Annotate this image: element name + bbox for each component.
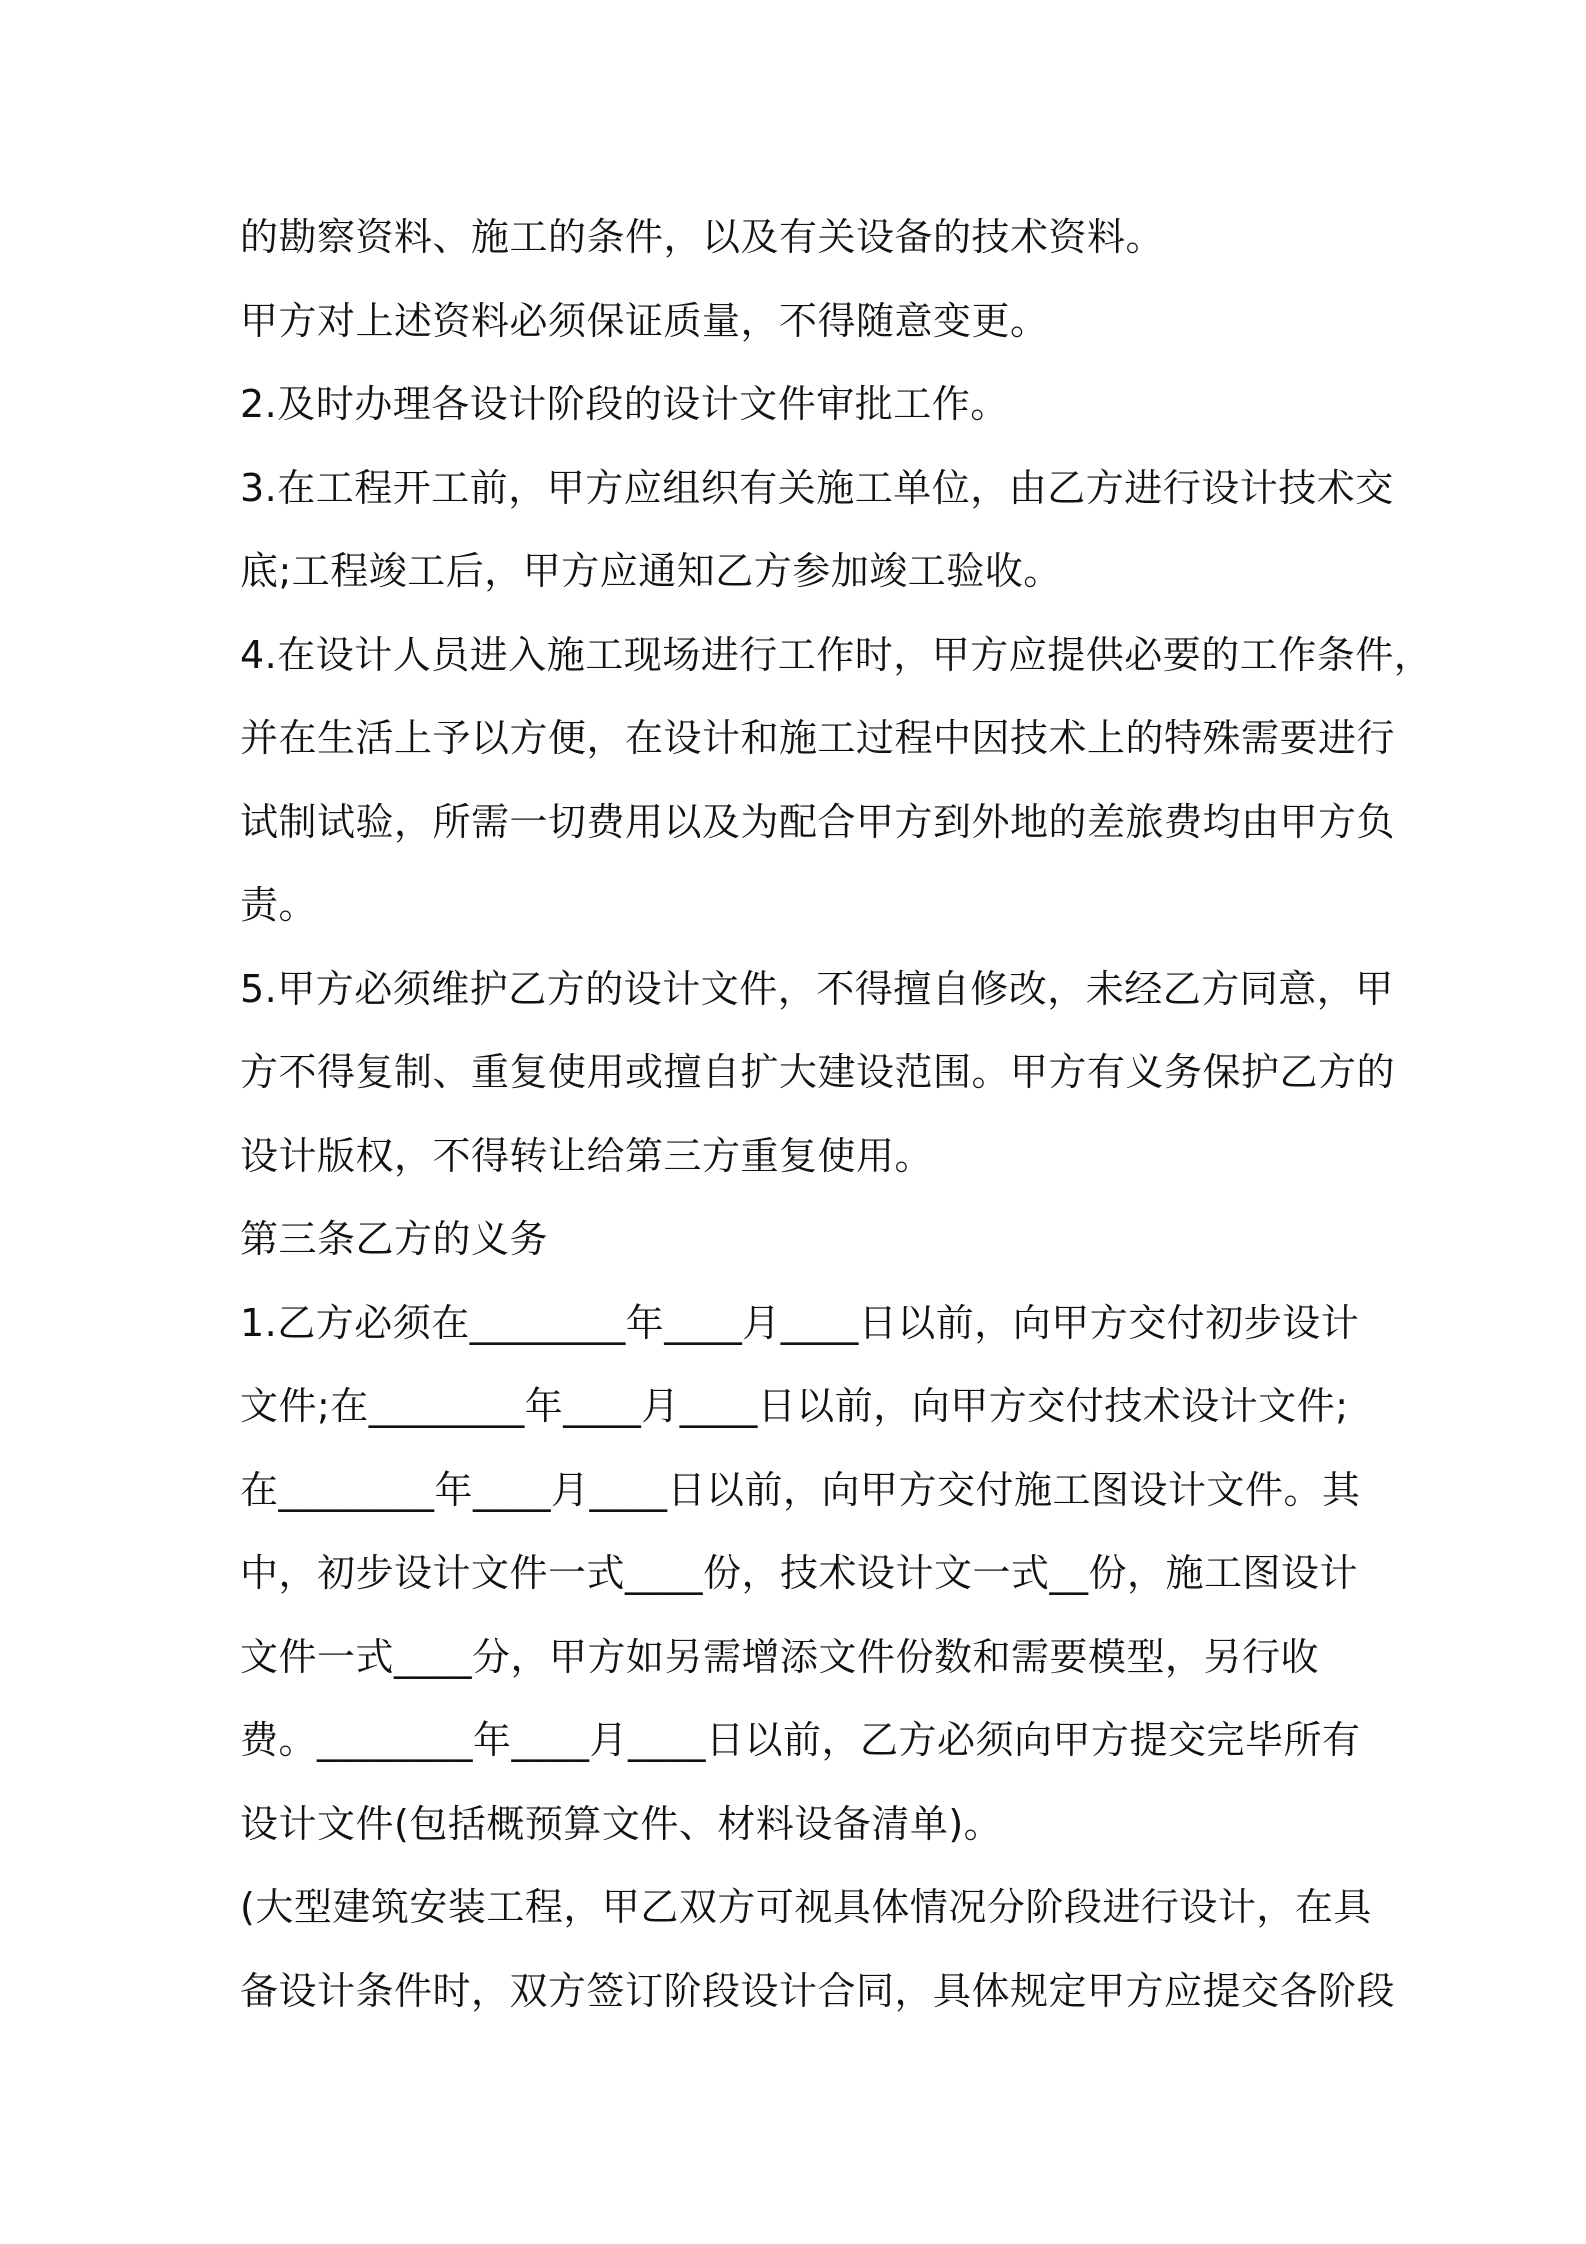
text-line: 1.乙方必须在________年____月____日以前，向甲方交付初步设计: [240, 1300, 1360, 1345]
text-line: 的勘察资料、施工的条件，以及有关设备的技术资料。: [240, 215, 1165, 259]
text-line: 费。________年____月____日以前，乙方必须向甲方提交完毕所有: [240, 1718, 1361, 1762]
text-line: 试制试验，所需一切费用以及为配合甲方到外地的差旅费均由甲方负: [240, 799, 1396, 844]
text-line: 底;工程竣工后，甲方应通知乙方参加竣工验收。: [240, 549, 1062, 593]
contract-body-text: [240, 196, 1433, 2033]
text-line: 2.及时办理各设计阶段的设计文件审批工作。: [240, 382, 1009, 426]
text-line: 3.在工程开工前，甲方应组织有关施工单位，由乙方进行设计技术交: [240, 465, 1394, 510]
text-line: (大型建筑安装工程，甲乙双方可视具体情况分阶段进行设计，在具: [240, 1885, 1372, 1929]
text-line: 备设计条件时，双方签订阶段设计合同，具体规定甲方应提交各阶段: [240, 1968, 1396, 2013]
text-line: 设计版权，不得转让给第三方重复使用。: [240, 1133, 934, 1178]
text-line: 设计文件(包括概预算文件、材料设备清单)。: [240, 1801, 1003, 1846]
text-line: 方不得复制、重复使用或擅自扩大建设范围。甲方有义务保护乙方的: [240, 1050, 1396, 1094]
text-line: 并在生活上予以方便，在设计和施工过程中因技术上的特殊需要进行: [240, 716, 1396, 760]
text-line: 4.在设计人员进入施工现场进行工作时，甲方应提供必要的工作条件，: [240, 632, 1433, 677]
section-heading: 第三条乙方的义务: [240, 1217, 549, 1261]
text-line: 文件;在________年____月____日以前，向甲方交付技术设计文件;: [240, 1384, 1349, 1428]
text-line: 5.甲方必须维护乙方的设计文件，不得擅自修改，未经乙方同意，甲: [240, 966, 1394, 1011]
text-line: 中，初步设计文件一式____份，技术设计文一式__份，施工图设计: [240, 1551, 1359, 1595]
text-line: 在________年____月____日以前，向甲方交付施工图设计文件。其: [240, 1467, 1361, 1512]
text-line: 文件一式____分，甲方如另需增添文件份数和需要模型，另行收: [240, 1634, 1320, 1679]
text-line: 甲方对上述资料必须保证质量，不得随意变更。: [240, 298, 1049, 343]
text-line: 责。: [240, 883, 318, 927]
